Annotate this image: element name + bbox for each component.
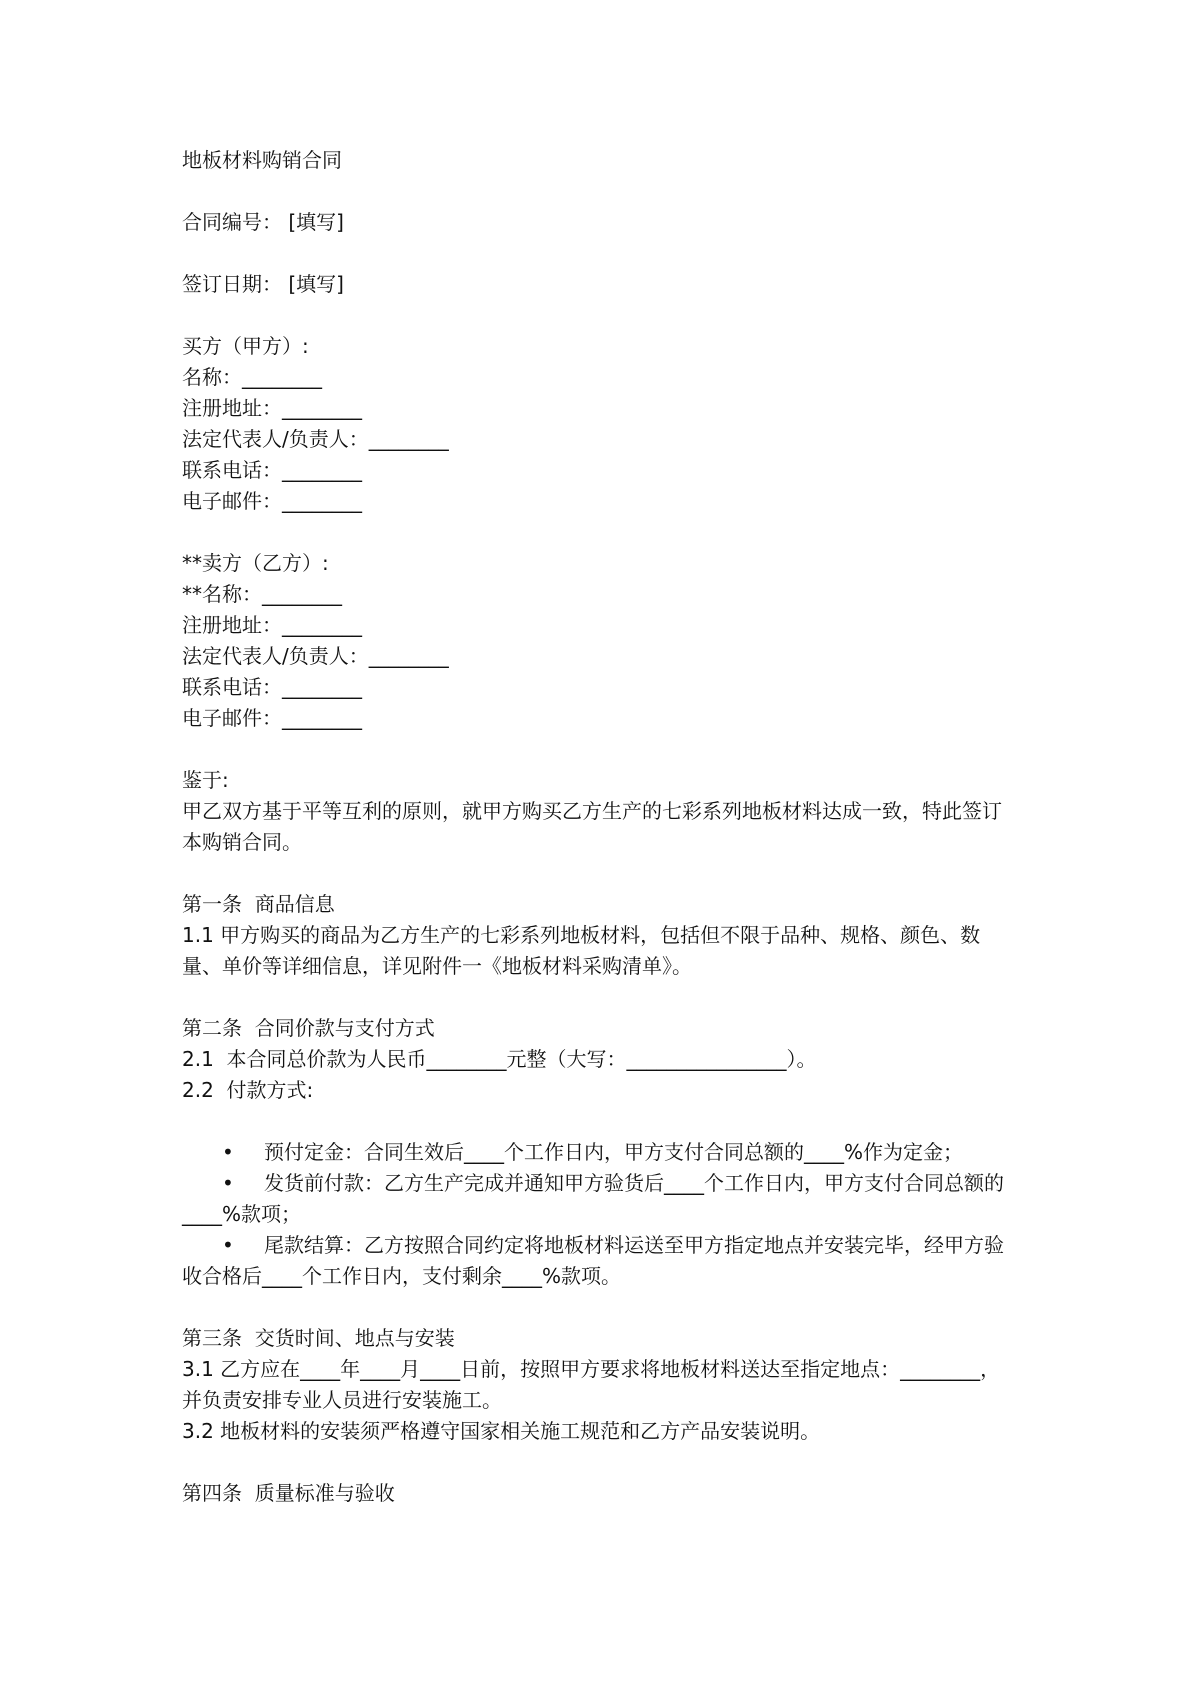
article-3-clause-1: 3.1 乙方应在____年____月____日前，按照甲方要求将地板材料送达至指定地点：________，并负责安排专业人员进行安装施工。	[182, 1357, 1001, 1412]
article-4-heading: 第四条 质量标准与验收	[182, 1481, 395, 1505]
seller-email: 电子邮件：________	[182, 706, 362, 730]
article-1-heading: 第一条 商品信息	[182, 892, 335, 916]
payment-bullet-2	[182, 1168, 1020, 1230]
seller-name: **名称：________	[182, 582, 342, 606]
seller-phone: 联系电话：________	[182, 675, 362, 699]
contract-title: 地板材料购销合同	[182, 148, 342, 172]
article-2-clause-1: 2.1 本合同总价款为人民币________元整（大写：________________）。	[182, 1047, 817, 1071]
article-3-heading: 第三条 交货时间、地点与安装	[182, 1326, 455, 1350]
sign-date: 签订日期： [填写]	[182, 272, 344, 296]
buyer-name: 名称：________	[182, 365, 322, 389]
buyer-address: 注册地址：________	[182, 396, 362, 420]
payment-bullet-1-text: 预付定金：合同生效后____个工作日内，甲方支付合同总额的____%作为定金；	[264, 1140, 964, 1164]
bullet-mark: •	[222, 1233, 234, 1257]
buyer-heading: 买方（甲方）:	[182, 334, 309, 358]
payment-bullet-2-text: 发货前付款：乙方生产完成并通知甲方验货后____个工作日内，甲方支付合同总额的____%款项；	[182, 1171, 1004, 1226]
whereas-text: 甲乙双方基于平等互利的原则，就甲方购买乙方生产的七彩系列地板材料达成一致，特此签订本购销合同。	[182, 799, 1002, 854]
seller-heading: **卖方（乙方）:	[182, 551, 329, 575]
payment-bullet-1	[182, 1137, 1020, 1168]
contract-number: 合同编号： [填写]	[182, 210, 344, 234]
payment-bullet-3	[182, 1230, 1020, 1292]
contract-document	[182, 145, 1020, 1509]
buyer-email: 电子邮件：________	[182, 489, 362, 513]
seller-representative: 法定代表人/负责人：________	[182, 644, 449, 668]
article-2-clause-2: 2.2 付款方式:	[182, 1078, 314, 1102]
bullet-mark: •	[222, 1140, 234, 1164]
buyer-phone: 联系电话：________	[182, 458, 362, 482]
article-2-heading: 第二条 合同价款与支付方式	[182, 1016, 435, 1040]
buyer-representative: 法定代表人/负责人：________	[182, 427, 449, 451]
whereas-heading: 鉴于:	[182, 768, 229, 792]
article-3-clause-2: 3.2 地板材料的安装须严格遵守国家相关施工规范和乙方产品安装说明。	[182, 1419, 821, 1443]
seller-address: 注册地址：________	[182, 613, 362, 637]
article-1-clause-1: 1.1 甲方购买的商品为乙方生产的七彩系列地板材料，包括但不限于品种、规格、颜色、数量、单价等详细信息，详见附件一《地板材料采购清单》。	[182, 923, 981, 978]
payment-bullet-3-text: 尾款结算：乙方按照合同约定将地板材料运送至甲方指定地点并安装完毕，经甲方验收合格后____个工作日内，支付剩余____%款项。	[182, 1233, 1004, 1288]
bullet-mark: •	[222, 1171, 234, 1195]
